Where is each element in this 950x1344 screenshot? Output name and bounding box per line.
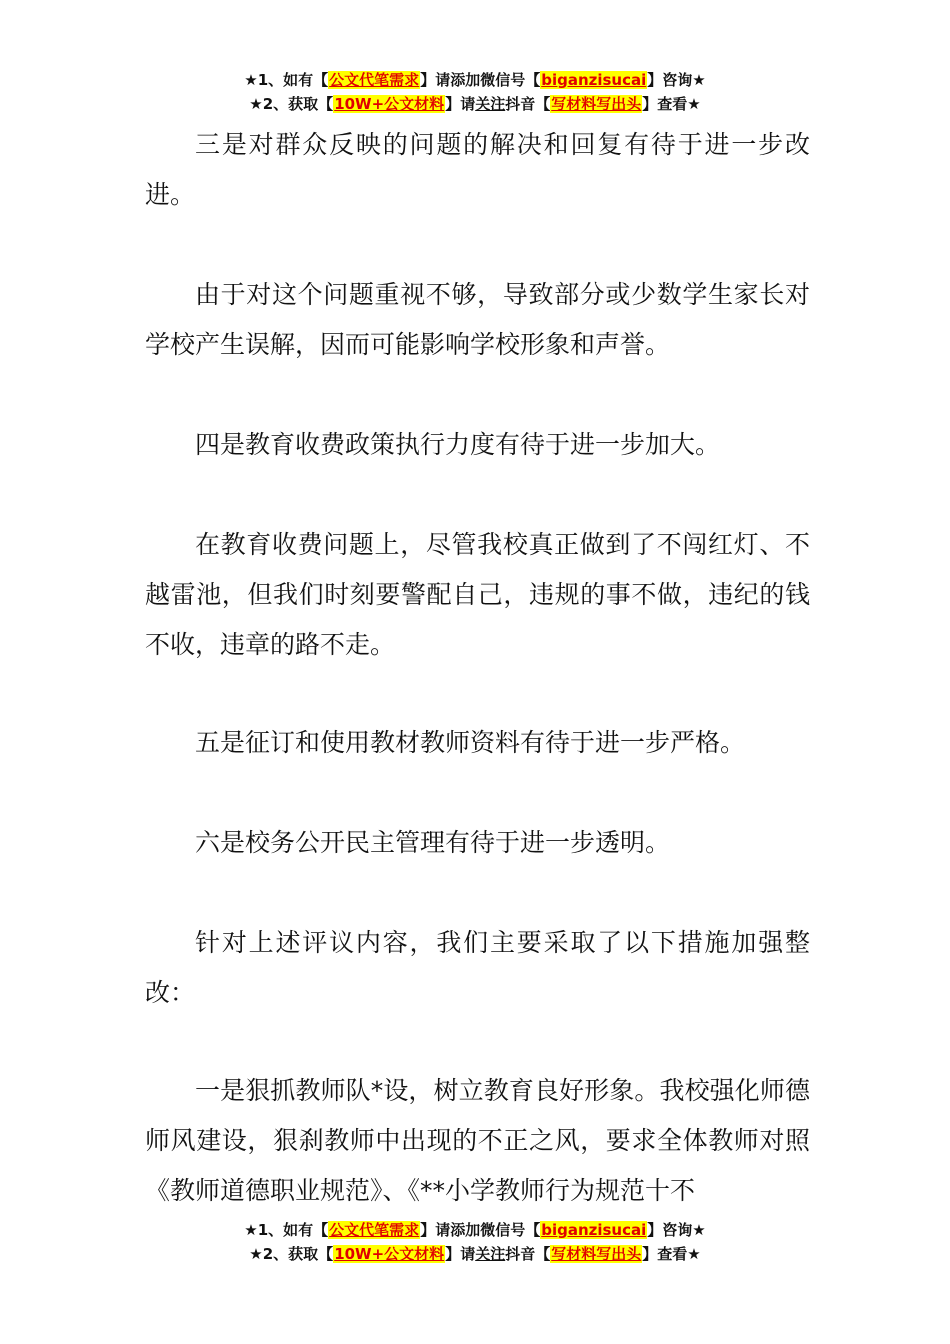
- ghostwriting-service-highlight: 公文代笔需求: [329, 1221, 420, 1239]
- paragraph-text: 针对上述评议内容，我们主要采取了以下措施加强整改：: [145, 928, 810, 1007]
- footer-ad-text: 】查看★: [642, 1245, 701, 1263]
- footer-ad-text: 】咨询★: [647, 1221, 706, 1239]
- footer-ad-text: ★2、获取【: [249, 1245, 334, 1263]
- paragraph-text: 在教育收费问题上，尽管我校真正做到了不闯红灯、不越雷池，但我们时刻要警配自己，违规的事不做，违纪的钱不收，违章的路不走。: [145, 530, 810, 659]
- document-paragraph: [145, 818, 810, 868]
- footer-ad-text: 抖音【: [505, 1245, 551, 1263]
- header-ad-text: 】咨询★: [647, 71, 706, 89]
- document-paragraph: [145, 420, 810, 470]
- paragraph-text: 一是狠抓教师队*设，树立教育良好形象。我校强化师德师风建设，狠刹教师中出现的不正之风，要求全体教师对照《教师道德职业规范》、《**小学教师行为规范十不: [145, 1076, 810, 1205]
- douyin-account-highlight: 写材料写出头: [551, 95, 642, 113]
- footer-ad-banner: [0, 1218, 950, 1266]
- paragraph-text: 六是校务公开民主管理有待于进一步透明。: [195, 828, 671, 857]
- document-paragraph: [145, 120, 810, 220]
- document-paragraph: [145, 718, 810, 768]
- footer-ad-text: ★1、如有【: [244, 1221, 329, 1239]
- header-ad-text: 抖音【: [505, 95, 551, 113]
- header-ad-text: ★1、如有【: [244, 71, 329, 89]
- follow-underlined-text: 关注: [475, 95, 506, 113]
- footer-ad-text: 】请添加微信号【: [420, 1221, 541, 1239]
- document-paragraph: [145, 520, 810, 670]
- header-ad-text: 】查看★: [642, 95, 701, 113]
- paragraph-text: 由于对这个问题重视不够，导致部分或少数学生家长对学校产生误解，因而可能影响学校形象和声誉。: [145, 280, 810, 359]
- header-ad-line-1: [0, 68, 950, 92]
- paragraph-text: 五是征订和使用教材教师资料有待于进一步严格。: [195, 728, 746, 757]
- document-paragraph: [145, 918, 810, 1018]
- document-paragraph: [145, 270, 810, 370]
- materials-highlight: 10W+公文材料: [334, 1245, 445, 1263]
- ghostwriting-service-highlight: 公文代笔需求: [329, 71, 420, 89]
- header-ad-text: 】请添加微信号【: [420, 71, 541, 89]
- douyin-account-highlight: 写材料写出头: [551, 1245, 642, 1263]
- header-ad-banner: [0, 68, 950, 116]
- materials-highlight: 10W+公文材料: [334, 95, 445, 113]
- wechat-id-highlight: biganzisucai: [541, 71, 647, 89]
- header-ad-text: ★2、获取【: [249, 95, 334, 113]
- document-paragraph: [145, 1066, 810, 1216]
- wechat-id-highlight: biganzisucai: [541, 1221, 647, 1239]
- header-ad-text: 】请: [445, 95, 476, 113]
- paragraph-text: 四是教育收费政策执行力度有待于进一步加大。: [195, 430, 721, 459]
- follow-underlined-text: 关注: [475, 1245, 506, 1263]
- header-ad-line-2: [0, 92, 950, 116]
- footer-ad-line-1: [0, 1218, 950, 1242]
- paragraph-text: 三是对群众反映的问题的解决和回复有待于进一步改进。: [145, 130, 810, 209]
- footer-ad-line-2: [0, 1242, 950, 1266]
- footer-ad-text: 】请: [445, 1245, 476, 1263]
